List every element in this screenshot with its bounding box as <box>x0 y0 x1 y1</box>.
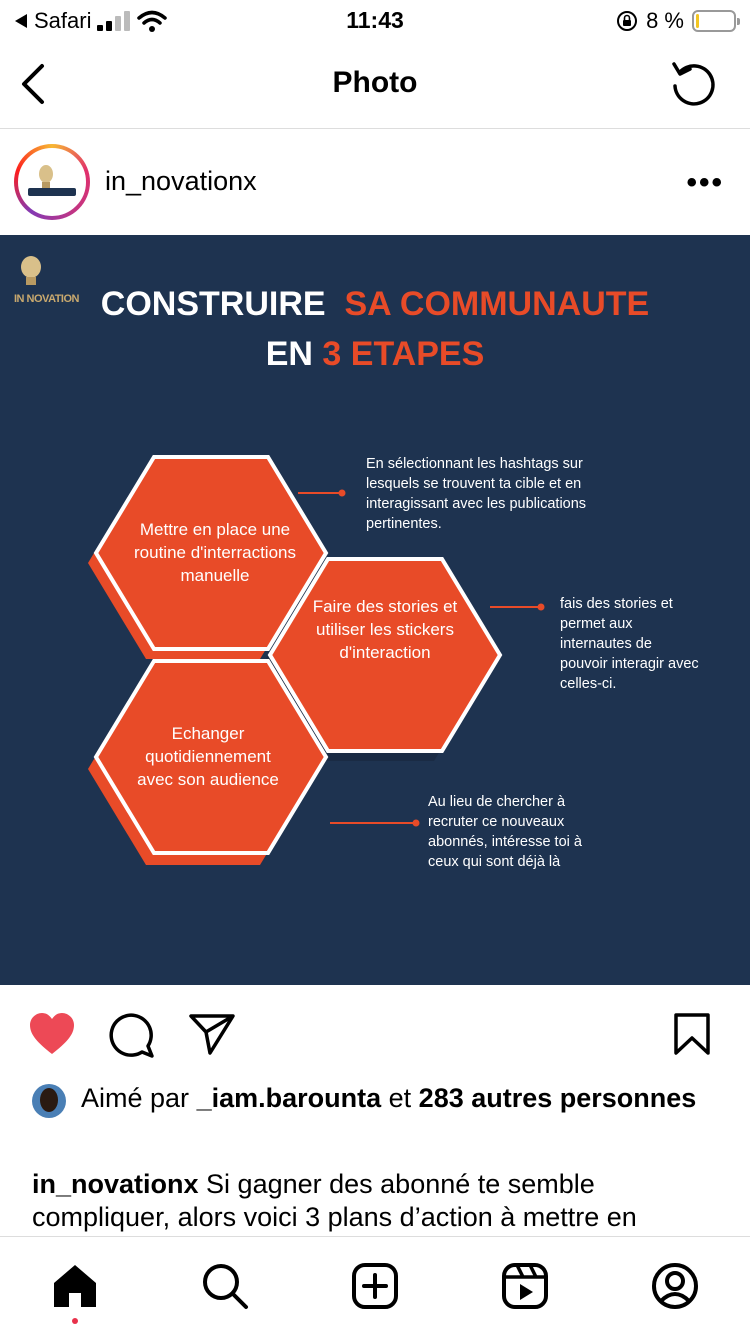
heart-filled-icon[interactable] <box>28 1012 76 1056</box>
back-app-label: Safari <box>34 8 92 33</box>
headline-line-2-white: EN <box>265 335 313 373</box>
battery-fill <box>696 14 699 28</box>
headline-line-2-accent: 3 ETAPES <box>322 335 485 373</box>
avatar-image <box>18 148 86 216</box>
liker-avatar <box>32 1084 66 1118</box>
post-image[interactable] <box>0 235 750 985</box>
battery-icon <box>692 10 736 32</box>
active-tab-indicator <box>72 1318 78 1324</box>
post-username[interactable]: in_novationx <box>105 166 257 196</box>
likes-others[interactable]: 283 autres personnes <box>418 1083 697 1113</box>
brand-logo-icon <box>24 162 80 202</box>
likes-connector: et <box>388 1083 412 1113</box>
step-1-title: Mettre en place une routine d'interractions manuelle <box>134 520 296 585</box>
reels-icon[interactable] <box>500 1261 550 1311</box>
caption-text: Si gagner des abonné te semble compliquer, alors voici 3 plans d’action à mettre en <box>32 1169 637 1232</box>
connector-3-dot <box>413 820 420 827</box>
profile-icon[interactable] <box>650 1261 700 1311</box>
more-icon[interactable]: ••• <box>686 166 724 199</box>
comment-icon[interactable] <box>108 1012 156 1058</box>
likes-summary[interactable] <box>32 1082 732 1114</box>
create-icon[interactable] <box>350 1261 400 1311</box>
refresh-icon[interactable] <box>668 58 720 110</box>
liked-by-user[interactable]: _iam.barounta <box>196 1083 382 1113</box>
tab-bar <box>0 1236 750 1334</box>
step-2-description: fais des stories et permet aux internautes de pouvoir interagir avec celles-ci. <box>560 596 699 692</box>
step-3-title: Echanger quotidiennement avec son audience <box>137 724 279 789</box>
post-caption <box>32 1168 732 1234</box>
post-header <box>0 130 750 235</box>
step-2-title: Faire des stories et utiliser les stickers d'interaction <box>312 597 458 662</box>
bookmark-icon[interactable] <box>672 1012 712 1056</box>
step-1-description: En sélectionnant les hashtags sur lesquels se trouvent ta cible et en interagissant avec les publications pertinentes. <box>366 456 587 532</box>
connector-1-dot <box>339 490 346 497</box>
status-time: 11:43 <box>346 7 404 33</box>
page-title: Photo <box>332 66 418 99</box>
connector-2-dot <box>538 604 545 611</box>
likes-prefix: Aimé par <box>81 1083 190 1113</box>
battery-percent: 8 % <box>646 8 684 33</box>
status-bar <box>0 0 750 40</box>
nav-bar <box>0 40 750 129</box>
avatar[interactable] <box>14 144 90 220</box>
orientation-lock-icon <box>616 10 638 32</box>
headline-line-1-accent: SA COMMUNAUTE <box>344 285 650 323</box>
brand-word: IN NOVATION <box>14 293 79 305</box>
caption-username[interactable]: in_novationx <box>32 1169 199 1199</box>
headline-line-1-white: CONSTRUIRE <box>100 285 326 323</box>
search-icon[interactable] <box>200 1261 250 1311</box>
step-3-description: Au lieu de chercher à recruter ce nouveaux abonnés, intéresse toi à ceux qui sont déjà là <box>428 794 582 870</box>
send-icon[interactable] <box>188 1012 236 1056</box>
home-icon[interactable] <box>50 1261 100 1311</box>
post-actions <box>0 1000 750 1070</box>
